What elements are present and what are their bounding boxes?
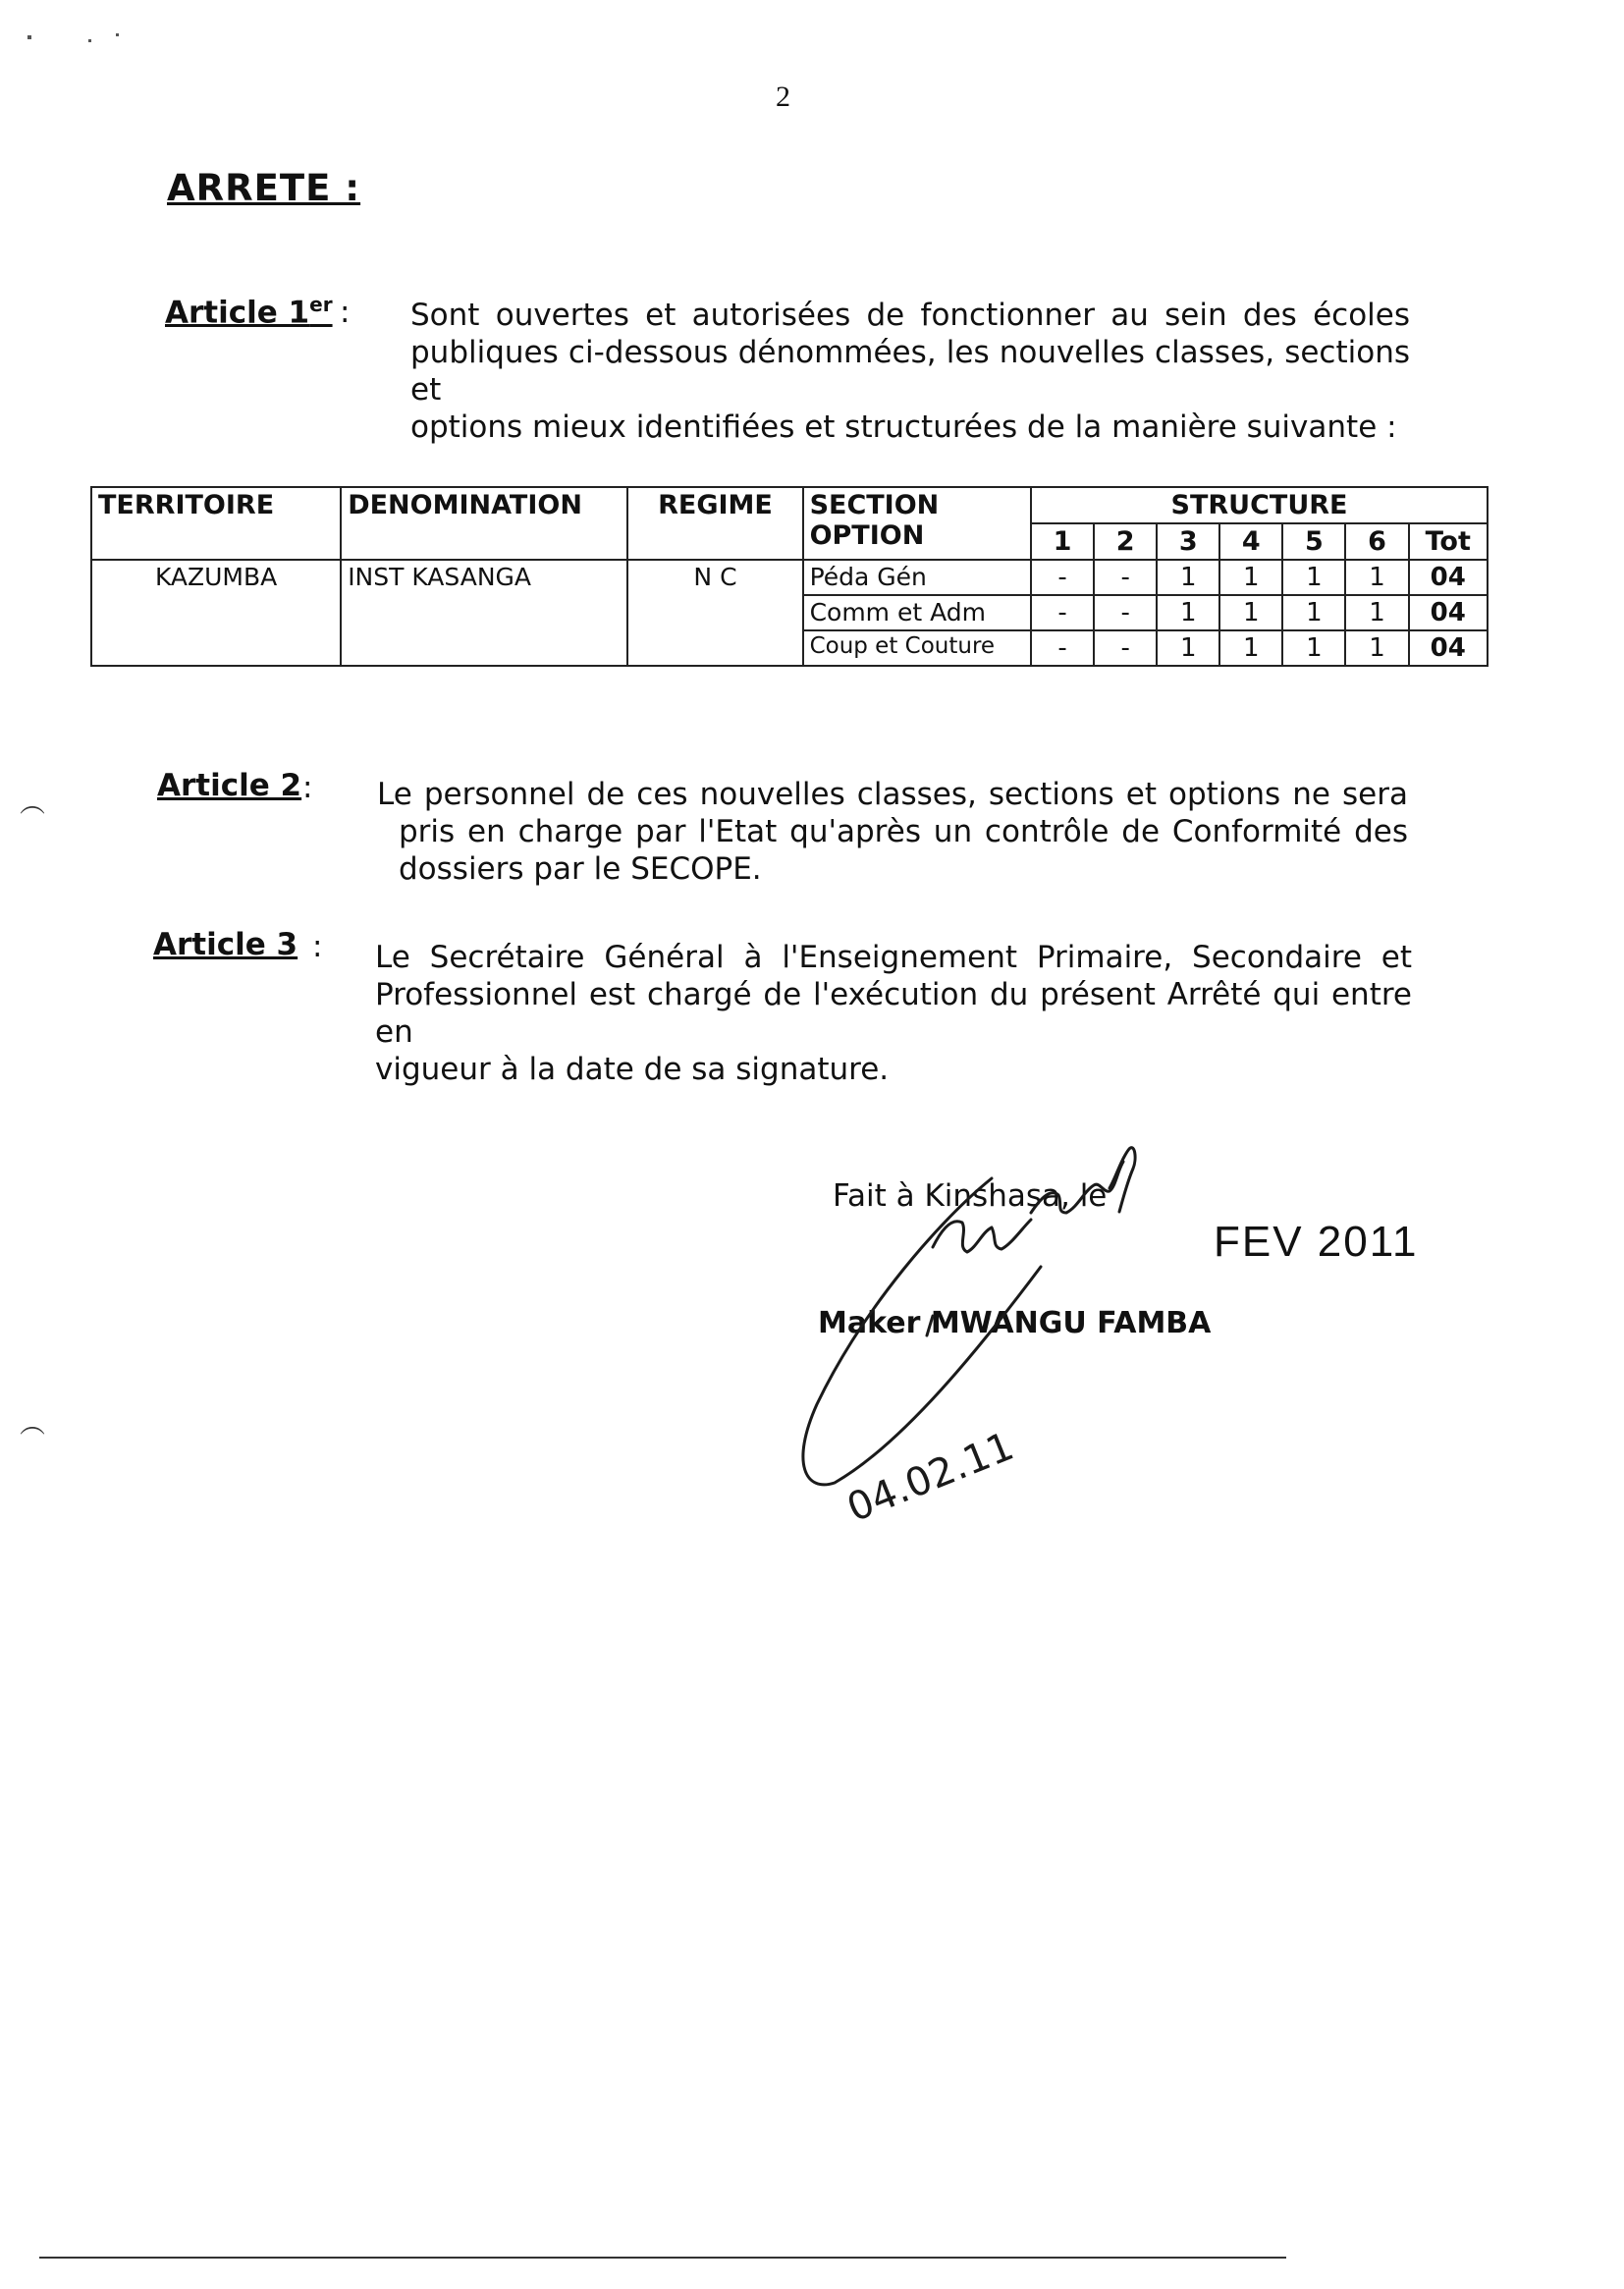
col-header-year: 4 [1219,523,1282,560]
col-header-year: 2 [1094,523,1157,560]
cell-value: 1 [1282,560,1345,595]
article-3-label: Article 3 [153,927,298,962]
cell-value: 1 [1345,630,1408,666]
article-1-label-text: Article 1 [165,295,310,331]
article-1-line: options mieux identifiées et structurées de la manière suivante : [410,409,1397,445]
article-1-line: publiques ci-dessous dénommées, les nouvelles classes, sections et [410,335,1410,408]
cell-value: - [1031,630,1094,666]
col-header-section-option [803,487,1031,560]
handwritten-date: 04.02.11 [840,1423,1020,1532]
cell-value: 1 [1157,595,1219,630]
cell-territoire: KAZUMBA [91,560,341,666]
cell-value: - [1094,595,1157,630]
cell-value: 1 [1282,630,1345,666]
col-header-option: OPTION [809,520,925,551]
signature-place: Fait à Kinshasa, le [833,1178,1108,1214]
cell-value: 1 [1345,560,1408,595]
col-header-total: Tot [1409,523,1489,560]
scan-speck [27,35,31,39]
article-2-line: dossiers par le SECOPE. [399,851,762,887]
signatory-name: Maker MWANGU FAMBA [818,1306,1212,1340]
article-1-superscript: er [309,293,333,316]
article-3-line: vigueur à la date de sa signature. [375,1052,890,1087]
cell-value: - [1031,595,1094,630]
col-header-structure: STRUCTURE [1031,487,1488,523]
col-header-section: SECTION [809,490,940,520]
article-1-label [165,293,333,330]
col-header-year: 5 [1282,523,1345,560]
cell-denomination: INST KASANGA [341,560,627,666]
article-3-text [375,939,1412,1088]
document-heading: ARRETE : [167,167,361,209]
article-3-line: Le Secrétaire Général à l'Enseignement Primaire, Secondaire et [375,940,1412,975]
col-header-year: 6 [1345,523,1408,560]
cell-value: - [1094,560,1157,595]
cell-regime: N C [627,560,802,666]
page-bottom-rule [39,2257,1286,2259]
col-header-territoire: TERRITOIRE [91,487,341,560]
article-2-line: Le personnel de ces nouvelles classes, sections et options ne sera [377,777,1408,812]
col-header-regime: REGIME [627,487,802,560]
cell-section: Coup et Couture [803,630,1031,666]
scan-speck [116,33,119,36]
schools-table [90,486,1489,667]
cell-value: 1 [1345,595,1408,630]
scan-speck [88,39,91,42]
cell-total: 04 [1409,560,1489,595]
signature-date-stamp: FEV 2011 [1214,1218,1419,1266]
cell-value: - [1031,560,1094,595]
cell-value: 1 [1219,560,1282,595]
table-row [91,560,1488,595]
article-2-text [377,776,1408,888]
page-number: 2 [776,81,790,113]
article-1-line: Sont ouvertes et autorisées de fonctionner au sein des écoles [410,298,1410,333]
cell-value: 1 [1219,630,1282,666]
col-header-year: 1 [1031,523,1094,560]
article-3-colon: : [312,929,323,964]
article-1-colon: : [340,295,351,330]
cell-value: 1 [1157,560,1219,595]
article-1-text [410,297,1410,446]
handwritten-signature [785,1119,1257,1542]
margin-mark: ︵ [20,1410,46,1440]
margin-mark: ︵ [20,790,46,819]
cell-section: Comm et Adm [803,595,1031,630]
article-2-colon: : [302,770,313,805]
cell-value: 1 [1282,595,1345,630]
cell-value: 1 [1157,630,1219,666]
article-2-label: Article 2 [157,768,302,803]
col-header-denomination: DENOMINATION [341,487,627,560]
cell-value: - [1094,630,1157,666]
cell-total: 04 [1409,630,1489,666]
cell-total: 04 [1409,595,1489,630]
col-header-year: 3 [1157,523,1219,560]
article-3-line: Professionnel est chargé de l'exécution du présent Arrêté qui entre en [375,977,1412,1050]
article-2-line: pris en charge par l'Etat qu'après un contrôle de Conformité des [399,814,1408,849]
cell-value: 1 [1219,595,1282,630]
cell-section: Péda Gén [803,560,1031,595]
